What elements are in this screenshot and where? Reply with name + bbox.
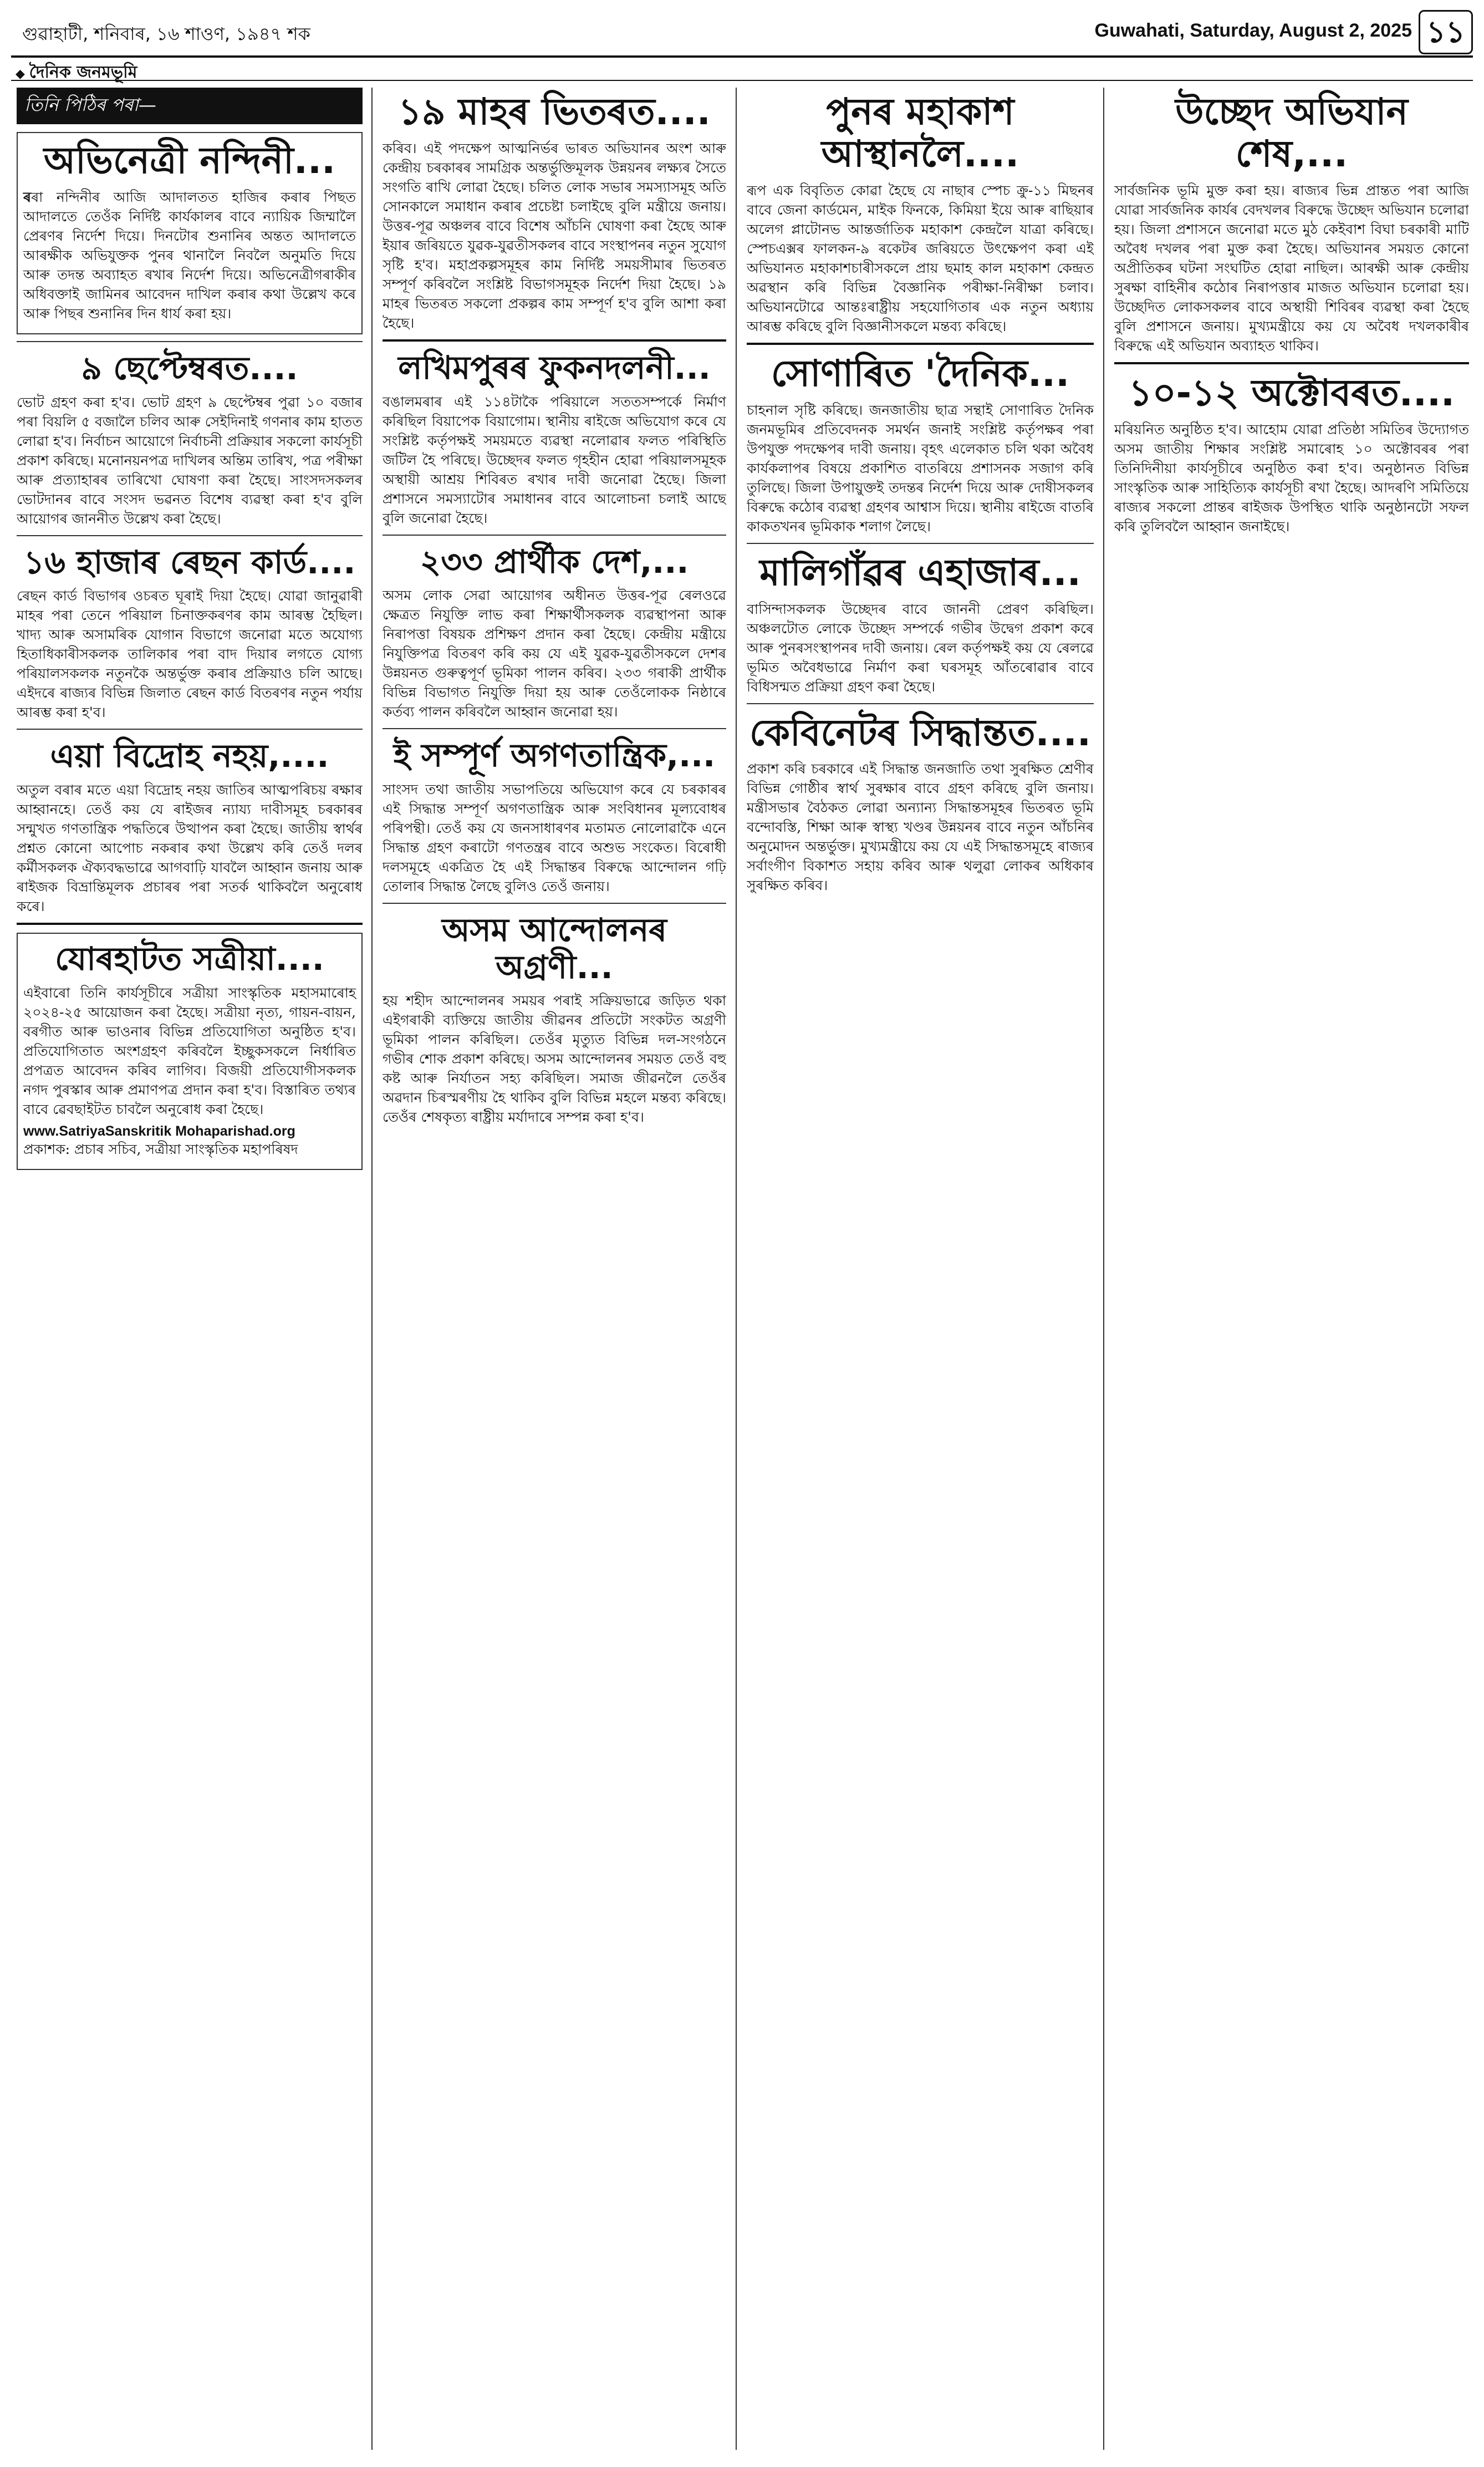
column-rule-3 [1103, 88, 1104, 2450]
continued-from-page-kicker: তিনি পিঠিৰ পৰা— [17, 88, 363, 124]
story-body: ভোট গ্ৰহণ কৰা হ'ব। ভোট গ্ৰহণ ৯ ছেপ্টেম্বৰ পুৱা ১০ বজাৰ পৰা বিয়লি ৫ বজালৈ চলিব আৰু সেইদিনাই গণনাৰ কাম হাতত লোৱা হ'ব। নিৰ্বাচন আয়োগে নিৰ্বাচনী প্ৰক্ৰিয়াৰ সকলো কাৰ্যসূচী প্ৰকাশ কৰিছে। মনোনয়নপত্ৰ দাখিলৰ অন্তিম তাৰিখ, পত্ৰ পৰীক্ষা আৰু প্ৰত্যাহাৰৰ তাৰিখো ঘোষণা কৰা হৈছে। সাংসদসকলৰ ভোটদানৰ বাবে সংসদ ভৱনত বিশেষ ব্যৱস্থা কৰা হ'ব বুলি আয়োগৰ জাননীত উল্লেখ কৰা হৈছে। [17, 394, 363, 527]
story-body: এইবাৰো তিনি কাৰ্যসূচীৰে সত্ৰীয়া সাংস্কৃতিক মহাসমাৰোহ ২০২৪-২৫ আয়োজন কৰা হৈছে। সত্ৰীয়া নৃত্য, গায়ন-বায়ন, বৰগীত আৰু ভাওনাৰ বিভিন্ন প্ৰতিযোগিতা অনুষ্ঠিত হ'ব। প্ৰতিযোগিতাত অংশগ্ৰহণ কৰিবলৈ ইচ্ছুকসকলে নিৰ্ধাৰিত প্ৰপত্ৰত আবেদন কৰিব লাগিব। বিজয়ী প্ৰতিযোগীসকলক নগদ পুৰস্কাৰ আৰু প্ৰমাণপত্ৰ প্ৰদান কৰা হ'ব। বিস্তাৰিত তথ্যৰ বাবে ৱেবছাইটত চাবলৈ অনুৰোধ কৰা হৈছে। [23, 984, 356, 1117]
story-headline[interactable]: উচ্ছেদ অভিযান শেষ,... [1175, 90, 1408, 175]
story-headline[interactable]: ১৬ হাজাৰ ৰেছন কাৰ্ড.... [23, 543, 356, 581]
story-body: চাহনাল সৃষ্টি কৰিছে। জনজাতীয় ছাত্ৰ সন্থাই সোণাৰিত দৈনিক জনমভূমিৰ প্ৰতিবেদনক সমৰ্থন জনাই সংশ্লিষ্ট কৰ্তৃপক্ষৰ পৰা উপযুক্ত পদক্ষেপৰ দাবী জনায়। বৃহৎ এলেকাত চলি থকা অবৈধ কাৰ্যকলাপৰ বিষয়ে প্ৰকাশিত বাতৰিয়ে প্ৰশাসনক সজাগ কৰি তুলিছে। জিলা উপায়ুক্তই তদন্তৰ নিৰ্দেশ দিয়ে আৰু দোষীসকলৰ বিৰুদ্ধে কঠোৰ ব্যৱস্থা গ্ৰহণৰ আশ্বাস দিয়ে। স্থানীয় ৰাইজে বাতৰি কাকতখনৰ ভূমিকাক শলাগ লৈছে। [747, 401, 1094, 535]
page-number-badge: ১১ [1419, 10, 1473, 54]
story-divider [17, 535, 363, 536]
story-headline[interactable]: ৯ ছেপ্টেম্বৰত.... [81, 349, 298, 387]
story-divider [747, 543, 1094, 544]
story-divider [17, 729, 363, 730]
story-headline[interactable]: সোণাৰিত 'দৈনিক... [771, 352, 1070, 395]
story-body: মৰিয়নিত অনুষ্ঠিত হ'ব। আহোম যোৱা প্ৰতিষ্ঠা সমিতিৰ উদ্যোগত অসম জাতীয় শিক্ষাৰ সংশ্লিষ্ট সমাৰোহ ১০ অক্টোবৰৰ পৰা তিনিদিনীয়া কাৰ্যসূচীৰে অনুষ্ঠিত কৰা হ'ব। অনুষ্ঠানত বিভিন্ন সাংস্কৃতিক আৰু সাহিত্যিক কাৰ্যসূচী ৰখা হৈছে। আদৰণি সমিতিয়ে ৰাজ্যৰ সকলো প্ৰান্তৰ ৰাইজক উপস্থিত থাকি অনুষ্ঠানটো সফল কৰি তুলিবলৈ আহ্বান জনাইছে। [1114, 421, 1469, 535]
story-body: হয় শহীদ আন্দোলনৰ সময়ৰ পৰাই সক্ৰিয়ভাৱে জড়িত থকা এইগৰাকী ব্যক্তিয়ে জাতীয় জীৱনৰ প্ৰতিটো সংকটত অগ্ৰণী ভূমিকা পালন কৰিছিল। তেওঁৰ মৃত্যুত বিভিন্ন দল-সংগঠনে গভীৰ শোক প্ৰকাশ কৰিছে। অসম আন্দোলনৰ সময়ত তেওঁ বহু কষ্ট আৰু নিৰ্যাতন সহ্য কৰিছিল। সমাজ জীৱনলৈ তেওঁৰ অৱদান চিৰস্মৰণীয় হৈ থাকিব বুলি বিভিন্ন মহলে মন্তব্য কৰিছে। তেওঁৰ শেষকৃত্য ৰাষ্ট্ৰীয় মৰ্যাদাৰে সম্পন্ন কৰা হ'ব। [383, 993, 726, 1126]
story-within-19-months [383, 91, 726, 333]
story-maligaon-thousand [747, 552, 1094, 696]
story-headline[interactable]: অভিনেত্ৰী নন্দিনী... [43, 139, 336, 182]
story-body: সাৰ্বজনিক ভূমি মুক্ত কৰা হয়। ৰাজ্যৰ ভিন্ন প্ৰান্তত পৰা আজি যোৱা সাৰ্বজনিক কাৰ্যৰ বেদখলৰ বিৰুদ্ধে উচ্ছেদ অভিযান চলোৱা হয়। জিলা প্ৰশাসনে জনোৱা মতে মুঠ কেইবাশ বিঘা চৰকাৰী মাটি অবৈধ দখলৰ পৰা মুক্ত কৰা হৈছে। অভিযানৰ সময়ত কোনো অপ্ৰীতিকৰ ঘটনা সংঘটিত হোৱা নাছিল। আৰক্ষী আৰু কেন্দ্ৰীয় সুৰক্ষা বাহিনীৰ কঠোৰ নিৰাপত্তাৰ মাজত অভিযান চলোৱা হয়। উচ্ছেদিত লোকসকলৰ বাবে অস্থায়ী শিবিৰৰ ব্যৱস্থা কৰা হৈছে বুলি প্ৰশাসনে জনায়। মুখ্যমন্ত্ৰীয়ে কয় যে অবৈধ দখলকাৰীৰ বিৰুদ্ধে এই অভিযান অব্যাহত থাকিব। [1114, 182, 1469, 354]
masthead-english-date: Guwahati, Saturday, August 2, 2025 [1094, 20, 1412, 41]
story-body: ৰৰা নন্দিনীৰ আজি আদালতত হাজিৰ কৰাৰ পিছত আদালতে তেওঁক নিৰ্দিষ্ট কাৰ্যকালৰ বাবে ন্যায়িক জিম্মালৈ প্ৰেৰণৰ নিৰ্দেশ দিয়ে। দিনটোৰ শুনানিৰ অন্তত আদালতে আৰক্ষীক অভিযুক্তক পুনৰ থানালৈ নিবলৈ অনুমতি দিয়ে আৰু তদন্ত অব্যাহত ৰখাৰ নিৰ্দেশ দিয়ে। অভিনেত্ৰীগৰাকীৰ অধিবক্তাই জামিনৰ আবেদন দাখিল কৰাৰ কথা উল্লেখ কৰে আৰু পিছৰ শুনানিৰ দিন ধাৰ্য কৰা হয়। [23, 189, 356, 322]
story-body: প্ৰকাশ কৰি চৰকাৰে এই সিদ্ধান্ত জনজাতি তথা সুৰক্ষিত শ্ৰেণীৰ বিভিন্ন গোষ্ঠীৰ স্বাৰ্থ সুৰক্ষাৰ বাবে গ্ৰহণ কৰিছে বুলি জনায়। মন্ত্ৰীসভাৰ বৈঠকত লোৱা অন্যান্য সিদ্ধান্তসমূহৰ ভিতৰত ভূমি বন্দোবস্তি, শিক্ষা আৰু স্বাস্থ্য খণ্ডৰ উন্নয়নৰ বাবে নতুন আঁচনিৰ অনুমোদন অন্তৰ্ভুক্ত। মুখ্যমন্ত্ৰীয়ে কয় যে এই সিদ্ধান্তসমূহে ৰাজ্যৰ সৰ্বাংগীণ বিকাশত সহায় কৰিব আৰু থলুৱা লোকৰ অধিকাৰ সুৰক্ষিত কৰিব। [747, 761, 1094, 894]
story-headline[interactable]: অসম আন্দোলনৰ অগ্ৰণী... [442, 910, 667, 986]
story-divider [17, 923, 363, 925]
story-not-rebellion [17, 737, 363, 916]
paper-name: ◆ দৈনিক জনমভূমি [16, 59, 137, 87]
story-september-9 [17, 350, 363, 528]
story-body: বঙালমৰাৰ এই ১১৪টাকৈ পৰিয়ালে সততসম্পৰ্কে নিৰ্মাণ কৰিছিল বিয়াপেক বিয়াগোম। স্থানীয় ৰাইজে অভিযোগ কৰে যে সংশ্লিষ্ট কৰ্তৃপক্ষই সময়মতে ব্যৱস্থা নলোৱাৰ ফলত পৰিস্থিতি জটিল হৈ পৰিছে। উচ্ছেদৰ ফলত গৃহহীন হোৱা পৰিয়ালসমূহক অস্থায়ী আশ্ৰয় শিবিৰত ৰখাৰ দাবী জনোৱা হৈছে। জিলা প্ৰশাসনে সমস্যাটোৰ সমাধানৰ বাবে আলোচনা চলাই আছে বুলি জনোৱা হৈছে। [383, 393, 726, 526]
satriya-website-link[interactable]: www.SatriyaSanskritik Mohaparishad.org [23, 1123, 295, 1139]
column-1 [17, 88, 363, 2455]
story-body: বাসিন্দাসকলক উচ্ছেদৰ বাবে জাননী প্ৰেৰণ কৰিছিল। অঞ্চলটোত লোকে উচ্ছেদ সম্পৰ্কে গভীৰ উদ্বেগ প্ৰকাশ কৰে আৰু পুনৰসংস্থাপনৰ দাবী জনায়। ৰেল কৰ্তৃপক্ষই কয় যে ৰেলৱে ভূমিত অবৈধভাৱে নিৰ্মাণ কৰা ঘৰসমূহ আঁতৰোৱাৰ বাবে বিধিসন্মত প্ৰক্ৰিয়া গ্ৰহণ কৰা হৈছে। [747, 601, 1094, 695]
story-body: অতুল বৰাৰ মতে এয়া বিদ্ৰোহ নহয় জাতিৰ আত্মপৰিচয় ৰক্ষাৰ আহ্বানহে। তেওঁ কয় যে ৰাইজৰ ন্যায্য দাবীসমূহ চৰকাৰৰ সন্মুখত গণতান্ত্ৰিক পদ্ধতিৰে উত্থাপন কৰা হৈছে। জাতীয় স্বাৰ্থৰ প্ৰশ্নত কোনো আপোচ নকৰাৰ কথা উল্লেখ কৰি তেওঁ দলৰ কৰ্মীসকলক ঐক্যবদ্ধভাৱে আগবাঢ়ি যাবলৈ আহ্বান জনায় আৰু ৰাইজক বিভ্ৰান্তিমূলক প্ৰচাৰৰ পৰা সতৰ্ক থাকিবলৈ অনুৰোধ কৰে। [17, 781, 363, 914]
column-rule-2 [736, 88, 737, 2450]
story-headline[interactable]: মালিগাঁৱৰ এহাজাৰ... [759, 551, 1081, 594]
story-divider [383, 728, 726, 729]
story-sonari-dainik [747, 353, 1094, 536]
story-divider [383, 535, 726, 536]
story-cabinet-decision [747, 712, 1094, 896]
story-divider [747, 343, 1094, 345]
story-divider [383, 903, 726, 904]
column-rule-1 [371, 88, 373, 2450]
story-divider [747, 703, 1094, 704]
column-2 [383, 88, 726, 2455]
story-headline[interactable]: লখিমপুৰৰ ফুকনদলনী... [398, 348, 711, 386]
story-headline[interactable]: ই সম্পূৰ্ণ অগণতান্ত্ৰিক,... [393, 736, 716, 775]
story-divider [383, 339, 726, 342]
story-body: ৰূপ এক বিবৃতিত কোৱা হৈছে যে নাছাৰ স্পেচ ক্ৰু-১১ মিছনৰ বাবে জেনা কাৰ্ডমেন, মাইক ফিনকে, কিমিয়া ইয়ে আৰু ৰাছিয়াৰ অলেগ প্লাটোনভ আন্তৰ্জাতিক মহাকাশ কেন্দ্ৰলৈ যাত্ৰা কৰিছে। স্পেচএক্সৰ ফালকন-৯ ৰকেটৰ জৰিয়তে উৎক্ষেপণ কৰা এই অভিযানত মহাকাশচাৰীসকলে প্ৰায় ছমাহ কাল মহাকাশ কেন্দ্ৰত অৱস্থান কৰি বিভিন্ন বৈজ্ঞানিক পৰীক্ষা-নিৰীক্ষা চলাব। অভিযানটোৱে আন্তঃৰাষ্ট্ৰীয় সহযোগিতাৰ এক নতুন অধ্যায় আৰম্ভ কৰিছে বুলি বিজ্ঞানীসকলে মন্তব্য কৰিছে। [747, 182, 1094, 334]
story-headline[interactable]: এয়া বিদ্ৰোহ নহয়,.... [50, 737, 329, 775]
story-headline[interactable]: কেবিনেটৰ সিদ্ধান্তত.... [749, 711, 1091, 754]
story-divider [1114, 362, 1469, 364]
paper-name-bar [11, 55, 1473, 81]
column-3 [747, 88, 1094, 2455]
story-body: সাংসদ তথা জাতীয় সভাপতিয়ে অভিযোগ কৰে যে চৰকাৰৰ এই সিদ্ধান্ত সম্পূৰ্ণ অগণতান্ত্ৰিক আৰু সংবিধানৰ মূল্যবোধৰ পৰিপন্থী। তেওঁ কয় যে জনসাধাৰণৰ মতামত নোলোৱাকৈ এনে সিদ্ধান্ত গ্ৰহণ কৰাটো গণতন্ত্ৰৰ বাবে অশুভ সংকেত। বিৰোধী দলসমূহে একত্ৰিত হৈ এই সিদ্ধান্তৰ বিৰুদ্ধে আন্দোলন গঢ়ি তোলাৰ সিদ্ধান্ত লৈছে বুলিও তেওঁ জনায়। [383, 781, 726, 894]
story-body: কৰিব। এই পদক্ষেপ আত্মনিৰ্ভৰ ভাৰত অভিযানৰ অংশ আৰু কেন্দ্ৰীয় চৰকাৰৰ সামগ্ৰিক অন্তৰ্ভুক্তিমূলক উন্নয়নৰ লক্ষ্যৰ সৈতে সংগতি ৰাখি লোৱা হৈছে। চলিত লোক সভাৰ সমস্যাসমূহ অতি সোনকালে সমাধান কৰাৰ প্ৰচেষ্টা চলাইছে বুলি মন্ত্ৰীয়ে জনায়। উত্তৰ-পূৱ অঞ্চলৰ বাবে বিশেষ আঁচনি ঘোষণা কৰা হৈছে আৰু ইয়াৰ জৰিয়তে যুৱক-যুৱতীসকলৰ বাবে সংস্থাপনৰ নতুন সুযোগ সৃষ্টি হ'ব। মহাপ্ৰকল্পসমূহৰ কাম নিৰ্দিষ্ট সময়সীমাৰ ভিতৰত সম্পূৰ্ণ কৰিবলৈ সংশ্লিষ্ট বিভাগসমূহক নিৰ্দেশ দিয়া হৈছে। ১৯ মাহৰ ভিতৰত সকলো প্ৰকল্পৰ কাম সম্পূৰ্ণ হ'ব বুলি আশা কৰা হৈছে। [383, 140, 726, 331]
story-233-candidates [383, 543, 726, 722]
story-headline[interactable]: ১৯ মাহৰ ভিতৰত.... [398, 90, 711, 133]
story-divider [17, 341, 363, 342]
masthead-assamese-date: গুৱাহাটী, শনিবাৰ, ১৬ শাওণ, ১৯৪৭ শক [22, 23, 310, 44]
story-jorhat-satriya [17, 933, 363, 1170]
story-space-station [747, 91, 1094, 336]
story-headline[interactable]: ১০-১২ অক্টোবৰত.... [1128, 371, 1455, 414]
story-actress-nandini [17, 132, 363, 334]
masthead [11, 6, 1473, 55]
story-headline[interactable]: পুনৰ মহাকাশ আস্থানলৈ.... [821, 90, 1019, 175]
story-eviction-drive-ends [1114, 91, 1469, 355]
story-undemocratic [383, 737, 726, 896]
story-body: অসম লোক সেৱা আয়োগৰ অধীনত উত্তৰ-পূৱ ৰেলওৱে ক্ষেত্ৰত নিযুক্তি লাভ কৰা শিক্ষাৰ্থীসকলক ব্যৱস্থাপনা আৰু নিৰাপত্তা বিষয়ক প্ৰশিক্ষণ প্ৰদান কৰা হৈছে। কেন্দ্ৰীয় মন্ত্ৰীয়ে নিযুক্তিপত্ৰ বিতৰণ কৰি কয় যে এই যুৱক-যুৱতীসকলে দেশৰ উন্নয়নত গুৰুত্বপূৰ্ণ ভূমিকা পালন কৰিব। ২৩৩ গৰাকী প্ৰাৰ্থীক বিভিন্ন বিভাগত নিযুক্তি দিয়া হয় আৰু তেওঁলোকক নিষ্ঠাৰে কৰ্তব্য পালন কৰিবলৈ আহ্বান জনোৱা হয়। [383, 587, 726, 720]
story-headline[interactable]: যোৰহাটত সত্ৰীয়া.... [55, 939, 324, 978]
column-4 [1114, 88, 1469, 2455]
story-signoff: প্ৰকাশক: প্ৰচাৰ সচিব, সত্ৰীয়া সাংস্কৃতিক মহাপৰিষদ [23, 1141, 298, 1157]
story-ration-card [17, 544, 363, 723]
story-october-10-12 [1114, 372, 1469, 536]
story-lakhimpur-phukandalani [383, 349, 726, 528]
story-body: ৰেছন কাৰ্ড বিভাগৰ ওচৰত ঘূৰাই দিয়া হৈছে। যোৱা জানুৱাৰী মাহৰ পৰা তেনে পৰিয়াল চিনাক্তকৰণৰ কাম আৰম্ভ হৈছিল। খাদ্য আৰু অসামৰিক যোগান বিভাগে জনোৱা মতে অযোগ্য হিতাধিকাৰীসকলক তালিকাৰ পৰা বাদ দিয়াৰ লগতে যোগ্য পৰিয়ালসকলক নতুনকৈ অন্তৰ্ভুক্ত কৰাৰ প্ৰক্ৰিয়াও চলি আছে। এইদৰে ৰাজ্যৰ বিভিন্ন জিলাত ৰেছন কাৰ্ড বিতৰণৰ নতুন পৰ্যায় আৰম্ভ কৰা হ'ব। [17, 588, 363, 721]
story-assam-movement-pioneer [383, 912, 726, 1127]
story-headline[interactable]: ২৩৩ প্ৰাৰ্থীক দেশ,... [420, 542, 689, 581]
